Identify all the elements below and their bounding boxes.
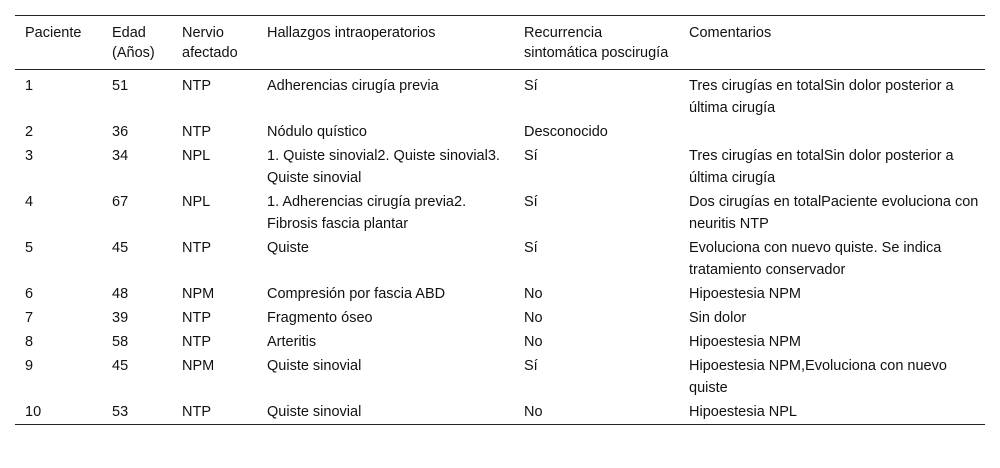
table-row [15, 400, 985, 425]
cell-nervio: NTP [182, 404, 211, 420]
cell-recurrencia: Sí [524, 78, 538, 94]
cell-hallazgos: Quiste sinovial [267, 358, 362, 374]
cell-hallazgos: 1. Adherencias cirugía previa2. Fibrosis fascia plantar [267, 194, 467, 232]
cell-comentarios: Hipoestesia NPM [689, 334, 802, 350]
cell-edad: 67 [112, 194, 129, 210]
header-comentarios: Comentarios [689, 25, 772, 41]
cell-hallazgos: Quiste sinovial [267, 404, 362, 420]
table-body [15, 70, 985, 425]
cell-edad: 51 [112, 78, 129, 94]
cell-hallazgos: Fragmento óseo [267, 310, 373, 326]
cell-recurrencia: No [524, 286, 543, 302]
cell-edad: 34 [112, 148, 129, 164]
table-row [15, 330, 985, 354]
cell-paciente: 9 [25, 358, 34, 374]
table-header [15, 16, 985, 70]
cell-nervio: NTP [182, 124, 211, 140]
cell-hallazgos: 1. Quiste sinovial2. Quiste sinovial3. Quiste sinovial [267, 148, 500, 186]
header-recurrencia: Recurrencia sintomática poscirugía [524, 25, 669, 61]
header-paciente: Paciente [25, 25, 82, 41]
cell-recurrencia: Sí [524, 148, 538, 164]
cell-paciente: 1 [25, 78, 34, 94]
header-row [15, 16, 985, 70]
cell-nervio: NTP [182, 240, 211, 256]
cell-paciente: 6 [25, 286, 34, 302]
cell-nervio: NPL [182, 194, 211, 210]
table-row [15, 144, 985, 190]
header-nervio: Nervio afectado [182, 25, 238, 61]
table-row [15, 354, 985, 400]
cell-nervio: NPL [182, 148, 211, 164]
cell-comentarios: Tres cirugías en totalSin dolor posterior a última cirugía [689, 148, 954, 186]
cell-recurrencia: Sí [524, 358, 538, 374]
cell-hallazgos: Adherencias cirugía previa [267, 78, 439, 94]
cell-comentarios: Hipoestesia NPM [689, 286, 802, 302]
header-edad: Edad (Años) [112, 25, 155, 61]
cell-paciente: 7 [25, 310, 34, 326]
cell-comentarios: Sin dolor [689, 310, 747, 326]
cell-edad: 53 [112, 404, 129, 420]
cell-paciente: 2 [25, 124, 34, 140]
cell-edad: 36 [112, 124, 129, 140]
cell-paciente: 3 [25, 148, 34, 164]
cell-hallazgos: Quiste [267, 240, 309, 256]
table-row [15, 70, 985, 121]
table-row [15, 306, 985, 330]
table-container [15, 15, 985, 425]
cell-recurrencia: Sí [524, 240, 538, 256]
patients-table [15, 15, 985, 425]
cell-edad: 45 [112, 358, 129, 374]
cell-comentarios: Dos cirugías en totalPaciente evoluciona con neuritis NTP [689, 194, 979, 232]
cell-paciente: 8 [25, 334, 34, 350]
cell-paciente: 5 [25, 240, 34, 256]
table-row [15, 120, 985, 144]
cell-edad: 39 [112, 310, 129, 326]
cell-paciente: 4 [25, 194, 34, 210]
cell-comentarios: Hipoestesia NPM,Evoluciona con nuevo quiste [689, 358, 947, 396]
cell-recurrencia: No [524, 334, 543, 350]
cell-nervio: NPM [182, 286, 215, 302]
table-row [15, 190, 985, 236]
cell-edad: 45 [112, 240, 129, 256]
cell-comentarios: Hipoestesia NPL [689, 404, 797, 420]
cell-recurrencia: Desconocido [524, 124, 608, 140]
cell-paciente: 10 [25, 404, 42, 420]
cell-nervio: NTP [182, 334, 211, 350]
table-row [15, 282, 985, 306]
cell-comentarios: Tres cirugías en totalSin dolor posterior a última cirugía [689, 78, 954, 116]
cell-recurrencia: Sí [524, 194, 538, 210]
cell-comentarios [679, 120, 985, 144]
cell-edad: 48 [112, 286, 129, 302]
cell-nervio: NTP [182, 310, 211, 326]
cell-edad: 58 [112, 334, 129, 350]
cell-recurrencia: No [524, 404, 543, 420]
cell-nervio: NTP [182, 78, 211, 94]
cell-recurrencia: No [524, 310, 543, 326]
table-row [15, 236, 985, 282]
cell-comentarios: Evoluciona con nuevo quiste. Se indica tratamiento conservador [689, 240, 942, 278]
cell-hallazgos: Nódulo quístico [267, 124, 367, 140]
header-hallazgos: Hallazgos intraoperatorios [267, 25, 436, 41]
cell-nervio: NPM [182, 358, 215, 374]
cell-hallazgos: Compresión por fascia ABD [267, 286, 446, 302]
cell-hallazgos: Arteritis [267, 334, 317, 350]
